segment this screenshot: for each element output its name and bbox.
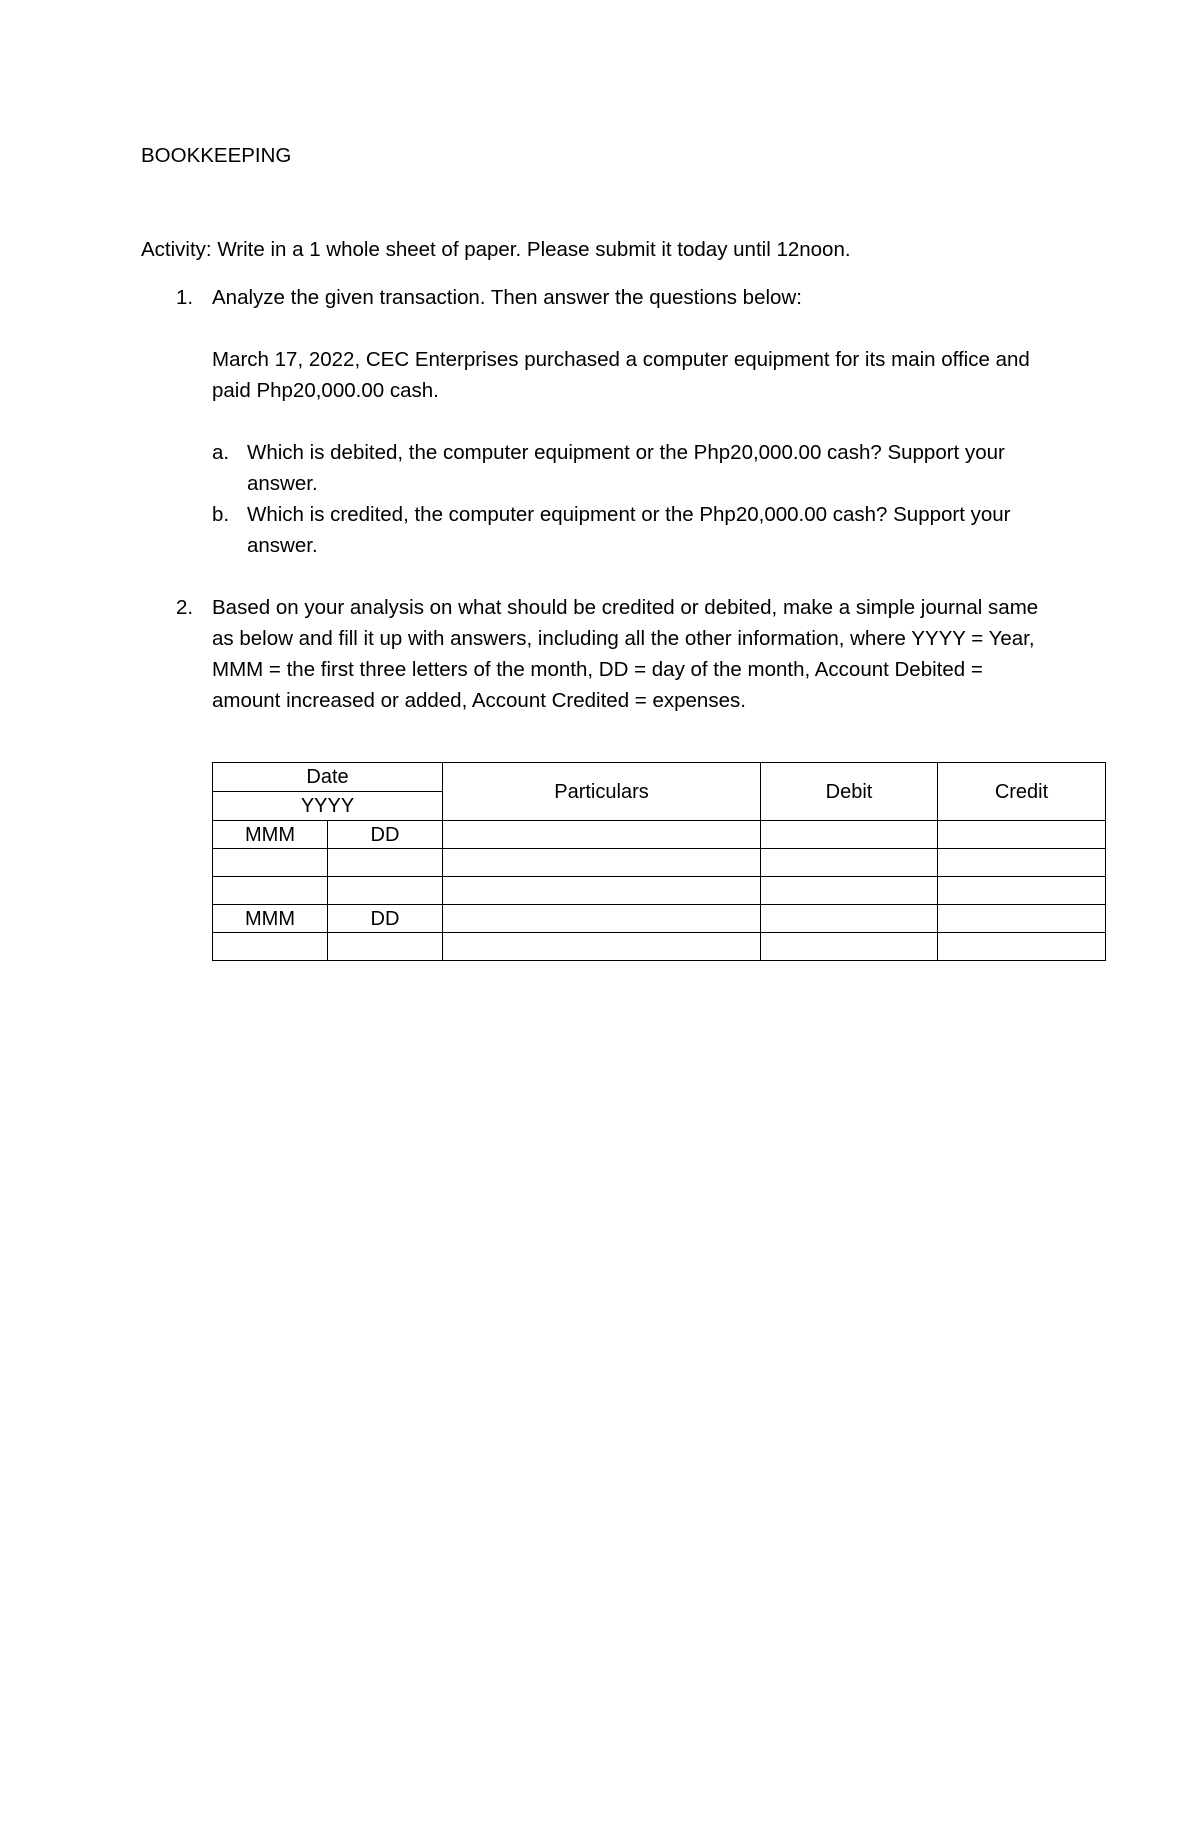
particulars-cell <box>443 933 761 961</box>
journal-table <box>212 762 1106 961</box>
table-header-row <box>213 763 1106 792</box>
debit-cell <box>761 905 938 933</box>
credit-cell <box>938 877 1106 905</box>
year-header: YYYY <box>213 792 443 821</box>
credit-cell <box>938 933 1106 961</box>
day-cell <box>328 849 443 877</box>
item-text: amount increased or added, Account Credited = expenses. <box>212 689 746 712</box>
subitem-text: answer. <box>247 534 318 557</box>
document-heading: BOOKKEEPING <box>141 144 292 167</box>
credit-cell <box>938 849 1106 877</box>
subitem-text: answer. <box>247 472 318 495</box>
transaction-text: paid Php20,000.00 cash. <box>212 379 439 402</box>
table-row <box>213 933 1106 961</box>
subitem-letter: a. <box>212 441 230 464</box>
date-header: Date <box>213 763 443 792</box>
day-cell: DD <box>328 905 443 933</box>
item-number: 2. <box>176 596 194 619</box>
credit-cell <box>938 905 1106 933</box>
table-row <box>213 905 1106 933</box>
table-row <box>213 849 1106 877</box>
debit-header: Debit <box>761 763 938 821</box>
debit-cell <box>761 933 938 961</box>
particulars-cell <box>443 905 761 933</box>
item-text: as below and fill it up with answers, including all the other information, where YYYY = Year, <box>212 627 1035 650</box>
debit-cell <box>761 821 938 849</box>
month-cell <box>213 877 328 905</box>
subitem-text: Which is debited, the computer equipment or the Php20,000.00 cash? Support your <box>247 441 1005 464</box>
item-number: 1. <box>176 286 194 309</box>
subitem-letter: b. <box>212 503 230 526</box>
table-row <box>213 877 1106 905</box>
table-row <box>213 821 1106 849</box>
particulars-header: Particulars <box>443 763 761 821</box>
item-text: MMM = the first three letters of the month, DD = day of the month, Account Debited = <box>212 658 983 681</box>
credit-cell <box>938 821 1106 849</box>
day-cell: DD <box>328 821 443 849</box>
subitem-text: Which is credited, the computer equipment or the Php20,000.00 cash? Support your <box>247 503 1011 526</box>
particulars-cell <box>443 877 761 905</box>
month-cell <box>213 933 328 961</box>
activity-instructions: Activity: Write in a 1 whole sheet of paper. Please submit it today until 12noon. <box>141 238 851 261</box>
debit-cell <box>761 849 938 877</box>
month-cell <box>213 849 328 877</box>
particulars-cell <box>443 849 761 877</box>
month-cell: MMM <box>213 821 328 849</box>
month-cell: MMM <box>213 905 328 933</box>
item-text: Analyze the given transaction. Then answer the questions below: <box>212 286 802 309</box>
credit-header: Credit <box>938 763 1106 821</box>
item-text: Based on your analysis on what should be credited or debited, make a simple journal same <box>212 596 1039 619</box>
transaction-text: March 17, 2022, CEC Enterprises purchased a computer equipment for its main office and <box>212 348 1030 371</box>
day-cell <box>328 933 443 961</box>
particulars-cell <box>443 821 761 849</box>
day-cell <box>328 877 443 905</box>
debit-cell <box>761 877 938 905</box>
